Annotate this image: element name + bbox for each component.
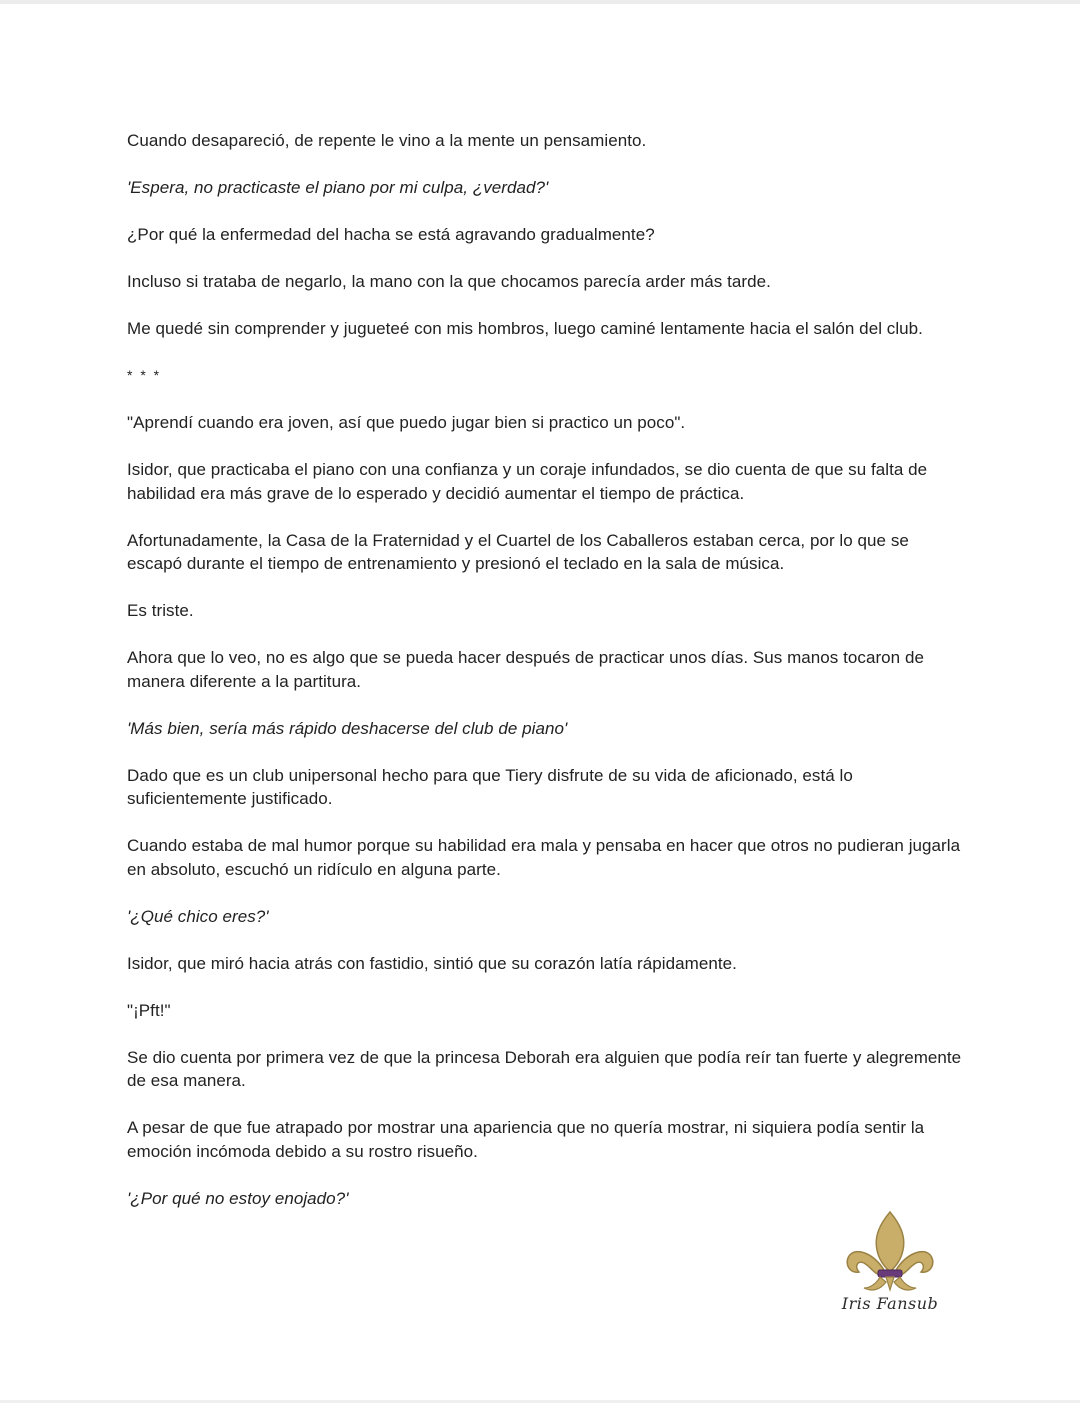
paragraph: '¿Qué chico eres?': [127, 906, 269, 926]
paragraph: Dado que es un club unipersonal hecho para que Tiery disfrute de su vida de aficionado, está lo suficientemente justificado.: [127, 765, 853, 808]
paragraph: 'Más bien, sería más rápido deshacerse del club de piano': [127, 718, 568, 738]
paragraph: Afortunadamente, la Casa de la Fraternidad y el Cuartel de los Caballeros estaban cerca, por lo que se escapó durante el tiempo de entrenamiento y presionó el teclado en la sala de música.: [127, 530, 909, 573]
paragraph: Me quedé sin comprender y jugueteé con mis hombros, luego caminé lentamente hacia el salón del club.: [127, 319, 923, 338]
fleur-de-lis-icon: [844, 1210, 936, 1296]
section-separator: * * *: [127, 367, 162, 383]
paragraph: Cuando estaba de mal humor porque su habilidad era mala y pensaba en hacer que otros no pudieran jugarla en absoluto, escuchó un ridículo en alguna parte.: [127, 836, 961, 879]
top-border: [0, 0, 1080, 4]
paragraph: "Aprendí cuando era joven, así que puedo jugar bien si practico un poco".: [127, 413, 686, 432]
paragraph: Se dio cuenta por primera vez de que la princesa Deborah era alguien que podía reír tan fuerte y alegremente de esa manera.: [127, 1047, 962, 1090]
paragraph: Ahora que lo veo, no es algo que se pueda hacer después de practicar unos días. Sus manos tocaron de manera diferente a la partitura.: [127, 648, 924, 691]
paragraph: 'Espera, no practicaste el piano por mi culpa, ¿verdad?': [127, 178, 549, 197]
paragraph: Isidor, que practicaba el piano con una confianza y un coraje infundados, se dio cuenta de que su falta de habilidad era más grave de lo esperado y decidió aumentar el tiempo de práctica.: [127, 460, 928, 503]
paragraph: "¡Pft!": [127, 1000, 171, 1020]
paragraph: '¿Por qué no estoy enojado?': [127, 1188, 349, 1208]
document-body: [127, 129, 962, 1234]
paragraph: Incluso si trataba de negarlo, la mano con la que chocamos parecía arder más tarde.: [127, 272, 771, 291]
watermark-logo: [838, 1210, 948, 1325]
paragraph: Cuando desapareció, de repente le vino a la mente un pensamiento.: [127, 131, 647, 150]
logo-text: Iris Fansub: [841, 1294, 939, 1313]
paragraph: A pesar de que fue atrapado por mostrar una apariencia que no quería mostrar, ni siquiera podía sentir la emoción incómoda debido a su rostro risueño.: [127, 1118, 925, 1161]
paragraph: ¿Por qué la enfermedad del hacha se está agravando gradualmente?: [127, 225, 655, 244]
paragraph: Es triste.: [127, 601, 194, 620]
paragraph: Isidor, que miró hacia atrás con fastidio, sintió que su corazón latía rápidamente.: [127, 953, 737, 973]
